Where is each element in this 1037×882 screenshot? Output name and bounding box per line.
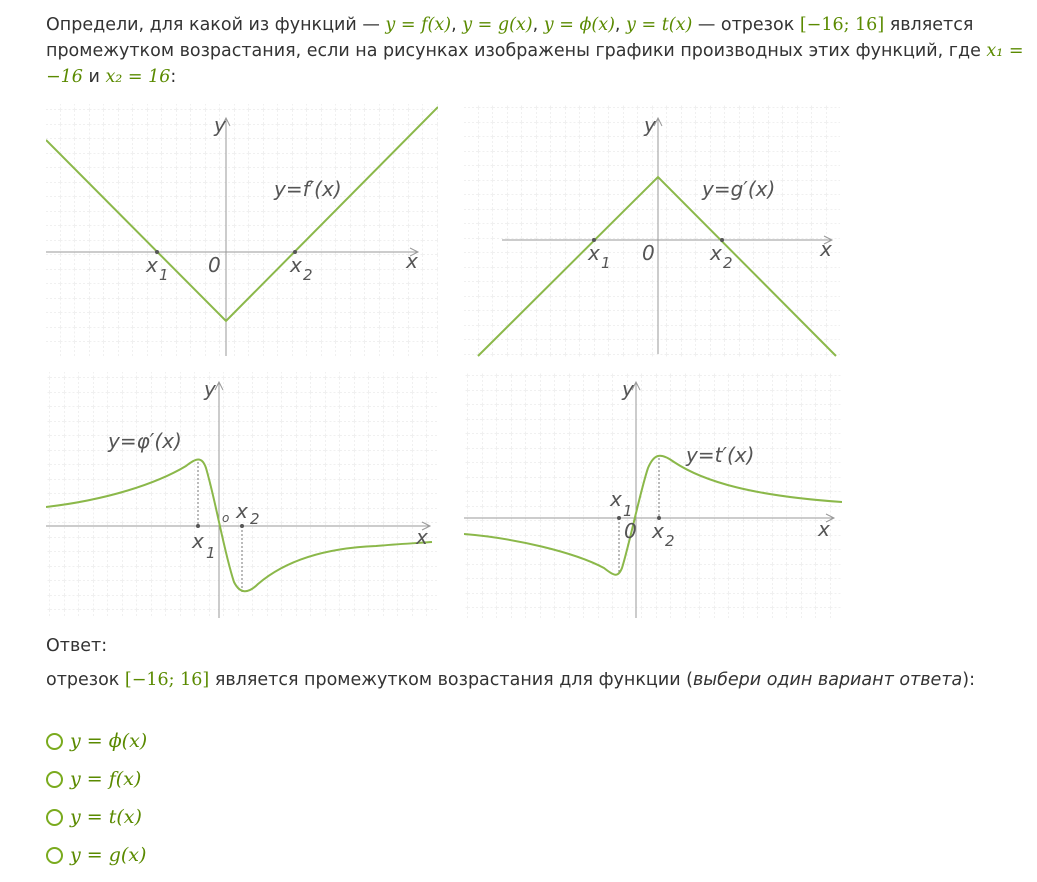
origin-label: 0 <box>208 253 221 277</box>
x1-subscript: 1 <box>159 266 169 284</box>
question-part: Определи, для какой из функций — <box>46 15 386 35</box>
x2-label: x <box>652 519 664 543</box>
graph-f-derivative <box>46 104 438 356</box>
answer-options <box>46 722 147 874</box>
y-axis-label: y <box>644 113 656 137</box>
question-part: и <box>82 67 106 87</box>
grid <box>46 104 438 356</box>
prompt-part: отрезок <box>46 670 125 690</box>
prompt-part: является промежутком возрастания для функции ( <box>209 670 693 690</box>
function-g-formula: y = g(x) <box>462 15 533 35</box>
x2-subscript: 2 <box>303 266 313 284</box>
function-f-formula: y = f(x) <box>385 15 452 35</box>
option-label: y = ϕ(x) <box>70 730 148 752</box>
separator: , <box>532 15 544 35</box>
function-phi-formula: y = ϕ(x) <box>543 15 615 35</box>
x2-subscript: 2 <box>250 510 260 528</box>
x2-label: x <box>710 241 722 265</box>
radio-button[interactable] <box>46 809 63 826</box>
grid <box>464 372 842 618</box>
y-axis-label: y <box>214 113 226 137</box>
answer-label: Ответ: <box>46 636 108 656</box>
answer-prompt <box>46 670 975 690</box>
grid <box>464 104 840 358</box>
interval-formula: [−16; 16] <box>124 670 210 690</box>
prompt-hint: выбери один вариант ответа <box>692 670 963 690</box>
radio-button[interactable] <box>46 847 63 864</box>
question-part: является промежутком возрастания, если на рисунках изображены графики производных этих функций, где <box>46 15 987 61</box>
x2-point <box>240 524 244 528</box>
separator: , <box>451 15 463 35</box>
x-axis-label: x <box>820 237 832 261</box>
separator: , <box>614 15 627 35</box>
option-phi[interactable] <box>46 722 147 760</box>
x-axis-label: x <box>818 517 830 541</box>
option-f[interactable] <box>46 760 147 798</box>
origin-label: 0 <box>642 241 655 265</box>
x1-subscript: 1 <box>623 502 633 520</box>
grid <box>46 372 438 618</box>
x2-label: x <box>290 253 302 277</box>
x1-label: x <box>610 487 622 511</box>
x2-subscript: 2 <box>723 254 733 272</box>
function-label: y=g′(x) <box>702 177 776 201</box>
y-axis-label: y <box>622 377 634 401</box>
x1-label: x <box>146 253 158 277</box>
question-part: : <box>170 67 177 87</box>
x2-subscript: 2 <box>665 532 675 550</box>
y-axis-label: y <box>204 377 216 401</box>
x1-label: x <box>192 529 204 553</box>
x2-label: x <box>236 499 248 523</box>
graph-g-derivative <box>464 104 840 358</box>
graph-t-derivative <box>464 372 842 618</box>
x2-formula: x₂ = 16 <box>105 67 171 87</box>
radio-button[interactable] <box>46 771 63 788</box>
function-t-formula: y = t(x) <box>626 15 693 35</box>
radio-button[interactable] <box>46 733 63 750</box>
x-axis-label: x <box>416 525 428 549</box>
question-text <box>46 12 1031 90</box>
question-part: — отрезок <box>692 15 800 35</box>
x1-point <box>196 524 200 528</box>
x1-label: x <box>588 241 600 265</box>
origin-label: o <box>222 511 230 525</box>
option-label: y = f(x) <box>70 768 142 790</box>
function-label: y=φ′(x) <box>108 429 182 453</box>
option-t[interactable] <box>46 798 147 836</box>
function-label: y=f′(x) <box>274 177 342 201</box>
option-g[interactable] <box>46 836 147 874</box>
graph-phi-derivative <box>46 372 438 618</box>
x1-point <box>617 516 621 520</box>
option-label: y = g(x) <box>70 844 147 866</box>
option-label: y = t(x) <box>70 806 142 828</box>
function-label: y=t′(x) <box>686 443 755 467</box>
interval-formula: [−16; 16] <box>799 15 885 35</box>
x1-formula: x₁ = −16 <box>46 41 1024 87</box>
x1-subscript: 1 <box>206 544 216 562</box>
x1-subscript: 1 <box>601 254 611 272</box>
origin-label: 0 <box>624 519 637 543</box>
x-axis-label: x <box>406 249 418 273</box>
prompt-part: ): <box>962 670 975 690</box>
